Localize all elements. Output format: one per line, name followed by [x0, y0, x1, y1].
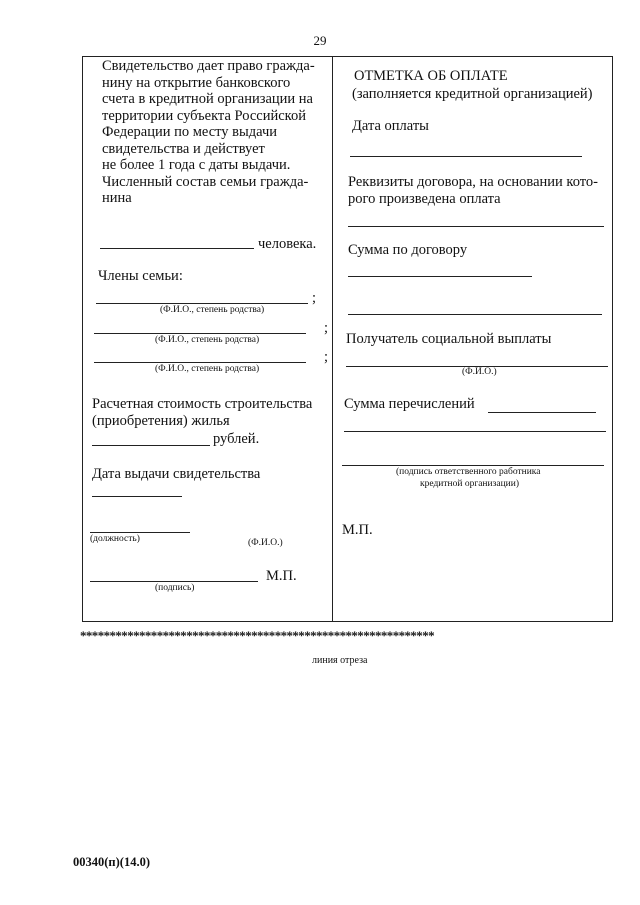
issue-date-label: Дата выдачи свидетельства: [92, 466, 261, 482]
intro-line: Численный состав семьи гражда-: [102, 173, 309, 190]
payment-mark-subtitle: (заполняется кредитной организацией): [352, 86, 593, 102]
intro-line: не более 1 года с даты выдачи.: [102, 157, 291, 173]
recipient-caption: (Ф.И.О.): [462, 367, 497, 377]
intro-line: нину на открытие банковского: [102, 74, 291, 91]
recipient-label: Получатель социальной выплаты: [346, 331, 552, 347]
contract-details-label-1: Реквизиты договора, на основании кото-: [348, 174, 599, 190]
intro-line: Свидетельство дает право гражда-: [102, 58, 315, 74]
payment-mark-title: ОТМЕТКА ОБ ОПЛАТЕ: [354, 68, 508, 84]
family-row-caption: (Ф.И.О., степень родства): [155, 364, 260, 374]
rubles-suffix: рублей.: [213, 431, 260, 447]
contract-sum-field-1[interactable]: [348, 276, 532, 277]
transfer-sum-field-2[interactable]: [344, 431, 606, 432]
intro-line: нина: [102, 190, 132, 206]
column-divider: [332, 56, 333, 622]
certificate-intro: [102, 58, 315, 207]
family-member-field-1[interactable]: [96, 303, 308, 304]
payment-date-field[interactable]: [350, 156, 582, 157]
intro-line: Федерации по месту выдачи: [102, 124, 278, 140]
transfer-sum-field-1[interactable]: [488, 412, 596, 413]
signature-field[interactable]: [90, 581, 258, 582]
right-stamp: М.П.: [342, 522, 373, 538]
transfer-sum-label: Сумма перечислений: [344, 396, 475, 412]
cut-line-label: линия отреза: [312, 655, 368, 666]
bank-signature-caption-2: кредитной организации): [420, 479, 519, 489]
estimated-cost-field[interactable]: [92, 445, 210, 446]
form-code: 00340(п)(14.0): [73, 855, 150, 869]
position-caption: (должность): [90, 534, 140, 544]
estimated-cost-label-2: (приобретения) жилья: [92, 413, 230, 429]
estimated-cost-label-1: Расчетная стоимость строительства: [92, 396, 313, 412]
intro-line: свидетельства и действует: [102, 140, 265, 157]
fio-caption: (Ф.И.О.): [248, 538, 283, 548]
contract-details-field[interactable]: [348, 226, 604, 227]
bank-signature-caption-1: (подпись ответственного работника: [396, 467, 541, 477]
payment-date-label: Дата оплаты: [352, 118, 429, 134]
signature-caption: (подпись): [155, 583, 195, 593]
contract-sum-label: Сумма по договору: [348, 242, 468, 258]
family-member-field-3[interactable]: [94, 362, 306, 363]
left-stamp: М.П.: [266, 568, 297, 584]
family-row-suffix: ;: [324, 320, 329, 336]
position-field[interactable]: [90, 532, 190, 533]
issue-date-field[interactable]: [92, 496, 182, 497]
page-number: 29: [313, 33, 327, 48]
family-members-title: Члены семьи:: [98, 268, 183, 284]
intro-line: счета в кредитной организации на: [102, 91, 313, 107]
family-member-field-2[interactable]: [94, 333, 306, 334]
contract-details-label-2: рого произведена оплата: [348, 191, 501, 207]
intro-line: территории субъекта Российской: [102, 107, 306, 124]
persons-suffix: человека.: [258, 236, 317, 252]
bank-signature-field[interactable]: [342, 465, 604, 466]
family-row-caption: (Ф.И.О., степень родства): [155, 335, 260, 345]
cut-line-stars: ************************************************************: [80, 628, 435, 643]
contract-sum-field-2[interactable]: [348, 314, 602, 315]
family-row-caption: (Ф.И.О., степень родства): [160, 305, 265, 315]
family-row-suffix: ;: [312, 290, 317, 306]
family-size-field[interactable]: [100, 248, 254, 249]
family-row-suffix: ;: [324, 349, 329, 365]
